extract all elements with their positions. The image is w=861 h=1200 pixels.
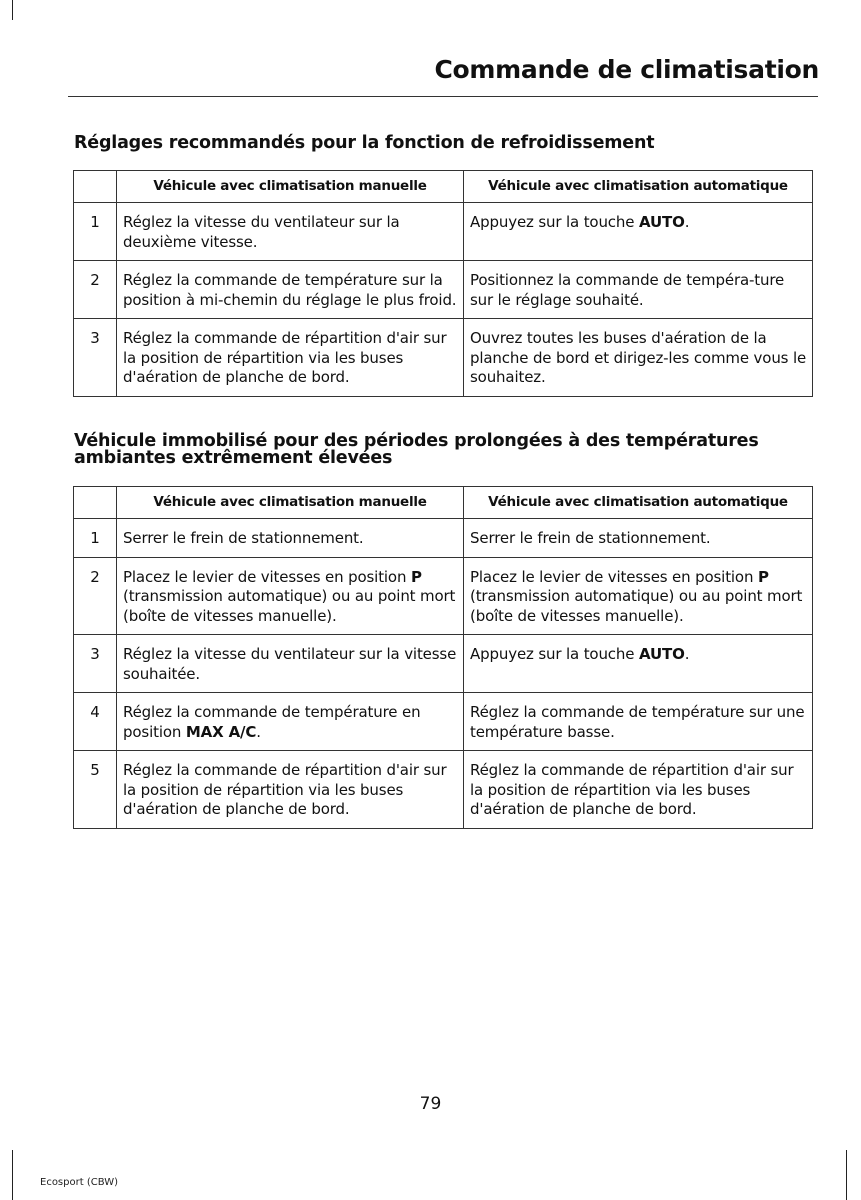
page-number: 79 <box>419 1094 442 1114</box>
manual-instruction <box>117 693 464 751</box>
auto-instruction <box>464 557 813 635</box>
auto-instruction <box>464 203 813 261</box>
auto-instruction <box>464 693 813 751</box>
title-divider <box>68 96 818 97</box>
manual-instruction <box>117 203 464 261</box>
auto-instruction <box>464 635 813 693</box>
step-number: 4 <box>74 693 117 751</box>
auto-instruction <box>464 319 813 397</box>
control-name: P <box>410 567 422 586</box>
header-auto: Véhicule avec climatisation automatique <box>464 171 813 203</box>
page-title: Commande de climatisation <box>434 55 819 84</box>
table-row <box>74 519 813 558</box>
header-manual: Véhicule avec climatisation manuelle <box>117 487 464 519</box>
instruction-text: Réglez la commande de température en position <box>123 703 421 741</box>
table-row <box>74 319 813 397</box>
manual-instruction <box>117 319 464 397</box>
instruction-text: Positionnez la commande de tempéra-ture sur le réglage souhaité. <box>470 271 785 309</box>
header-auto: Véhicule avec climatisation automatique <box>464 487 813 519</box>
auto-instruction <box>464 261 813 319</box>
instruction-text: (transmission automatique) ou au point mort (boîte de vitesses manuelle). <box>123 587 456 625</box>
control-name: AUTO <box>638 213 685 231</box>
manual-instruction <box>117 635 464 693</box>
instruction-text: Placez le levier de vitesses en position <box>470 567 758 586</box>
manual-instruction <box>117 519 464 558</box>
header-step <box>74 487 117 519</box>
step-number: 2 <box>74 261 117 319</box>
table-row <box>74 261 813 319</box>
header-step <box>74 171 117 203</box>
instruction-text: Réglez la commande de température sur la position à mi-chemin du réglage le plus froid. <box>123 271 457 309</box>
auto-instruction <box>464 751 813 829</box>
footer-model-name: Ecosport (CBW) <box>40 1177 118 1188</box>
step-number: 3 <box>74 635 117 693</box>
instruction-text: Placez le levier de vitesses en position <box>123 567 411 586</box>
instruction-text: Appuyez sur la touche <box>470 213 639 231</box>
instruction-text: . <box>256 722 261 741</box>
manual-instruction <box>117 751 464 829</box>
table-row <box>74 203 813 261</box>
instruction-text: Ouvrez toutes les buses d'aération de la planche de bord et dirigez-les comme vous le souhaitez. <box>470 329 807 386</box>
step-number: 3 <box>74 319 117 397</box>
instruction-text: Réglez la vitesse du ventilateur sur la deuxième vitesse. <box>123 213 400 251</box>
auto-instruction <box>464 519 813 558</box>
crop-mark-bottom-right <box>846 1150 847 1200</box>
table-row <box>74 557 813 635</box>
step-number: 1 <box>74 519 117 558</box>
instruction-text: . <box>684 213 690 231</box>
instruction-text: Serrer le frein de stationnement. <box>123 529 364 547</box>
table-row <box>74 693 813 751</box>
table-header-row <box>74 171 813 203</box>
instruction-text: Réglez la commande de répartition d'air sur la position de répartition via les buses d'aération de planche de bord. <box>470 761 794 818</box>
instruction-text: . <box>684 645 690 663</box>
step-number: 1 <box>74 203 117 261</box>
control-name: MAX A/C <box>185 722 257 741</box>
table-row <box>74 751 813 829</box>
step-number: 2 <box>74 557 117 635</box>
section-heading-parked-hot: Véhicule immobilisé pour des périodes prolongées à des températures ambiantes extrêmement élevées <box>74 431 759 468</box>
header-manual: Véhicule avec climatisation manuelle <box>117 171 464 203</box>
instruction-text: Réglez la commande de répartition d'air sur la position de répartition via les buses d'aération de planche de bord. <box>123 761 447 818</box>
table-header-row <box>74 487 813 519</box>
step-number: 5 <box>74 751 117 829</box>
instruction-text: Serrer le frein de stationnement. <box>470 529 711 547</box>
manual-instruction <box>117 557 464 635</box>
section-heading-cooling: Réglages recommandés pour la fonction de refroidissement <box>74 133 655 153</box>
cooling-settings-table <box>73 170 813 397</box>
instruction-text: (transmission automatique) ou au point mort (boîte de vitesses manuelle). <box>470 587 803 625</box>
crop-mark-top-left <box>12 0 13 20</box>
instruction-text: Réglez la commande de température sur une température basse. <box>470 703 805 741</box>
control-name: AUTO <box>638 645 685 663</box>
control-name: P <box>757 567 769 586</box>
instruction-text: Réglez la vitesse du ventilateur sur la vitesse souhaitée. <box>123 645 457 683</box>
table-row <box>74 635 813 693</box>
instruction-text: Appuyez sur la touche <box>470 645 639 663</box>
parked-hot-settings-table <box>73 486 813 829</box>
crop-mark-bottom-left <box>12 1150 13 1200</box>
manual-instruction <box>117 261 464 319</box>
instruction-text: Réglez la commande de répartition d'air sur la position de répartition via les buses d'aération de planche de bord. <box>123 329 447 386</box>
